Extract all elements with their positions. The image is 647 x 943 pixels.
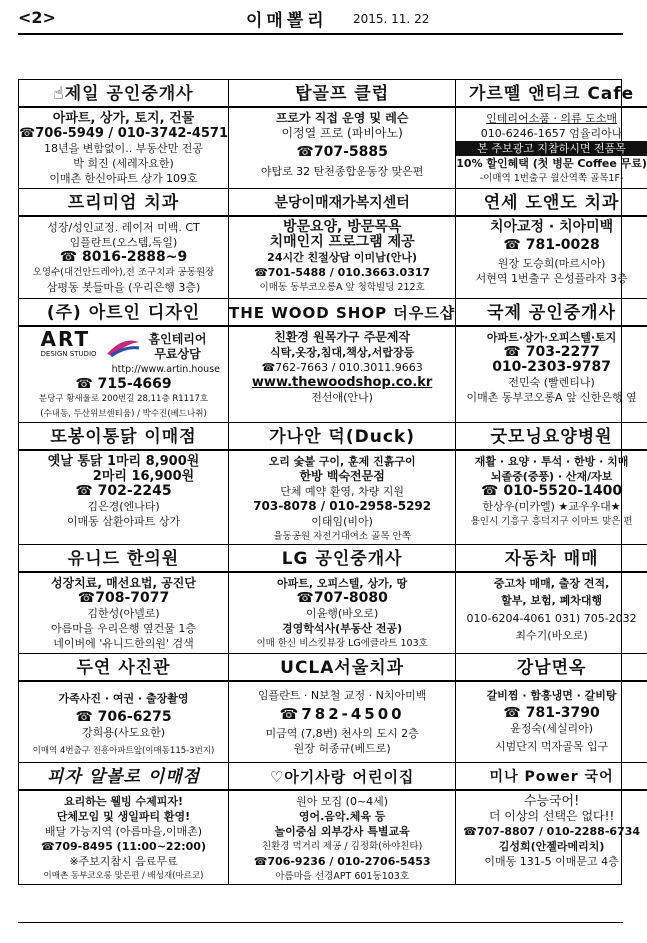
ad-gangnam-myeonok — [456, 654, 647, 763]
ad-services: 치아교정 · 치아미백 — [489, 219, 614, 236]
ad-title: 피자 알볼로 이매점 — [19, 763, 228, 791]
swoosh-icon — [105, 336, 141, 358]
ad-address: 아름마을 선경APT 601동103호 — [275, 871, 410, 882]
ad-top-golf — [229, 80, 456, 189]
ad-enrollment: 원아 모집 (0~4세) — [296, 795, 389, 808]
ad-title: 강남면옥 — [456, 654, 647, 682]
ad-mina-power-korean — [456, 763, 647, 884]
ad-title: 가르뗄 앤티크 Cafe — [456, 80, 647, 108]
ad-services: 프로가 직접 운영 및 레슨 — [275, 111, 409, 125]
ad-grid — [18, 79, 647, 885]
ad-title: ☝제일 공인중개사 — [19, 80, 228, 108]
ad-phone: ☎709-8495 (11:00~22:00) — [41, 840, 206, 853]
ad-services-2: 한방 백숙전문점 — [299, 468, 385, 483]
ad-title: 자동차 매매 — [456, 545, 647, 573]
ad-title: 프리미엄 치과 — [19, 189, 228, 217]
ad-title: 국제 공인중개사 — [456, 299, 647, 327]
ad-title: THE WOOD SHOP 더우드샵 — [229, 299, 455, 327]
ad-owner: 최수기(바오로) — [515, 628, 588, 642]
ad-services-2: 식탁,옷장,침대,책상,서랍장등 — [270, 345, 415, 359]
ad-services-2: 무료상담 — [154, 346, 201, 361]
ad-owner: 이태임(비아) — [311, 514, 373, 528]
ad-wood-shop — [229, 299, 456, 423]
ad-services: 영어.음악.체육 등 — [298, 810, 386, 823]
ad-owner: 이정열 프로 (파비아노) — [281, 126, 403, 140]
ad-owner: 김성희(안젤라메리치) — [498, 840, 605, 853]
ad-services: 인테리어소품 · 의류 도소매 — [486, 112, 618, 125]
ad-owner: 박 희진 (세레자요한) — [73, 157, 174, 170]
ad-services: 오리 숯불 구이, 훈제 진흙구이 — [268, 454, 416, 468]
ad-menu-2: 2마리 16,900원 — [92, 468, 195, 484]
ad-unid-oriental-clinic — [19, 545, 229, 654]
ad-menu: 갈비찜 · 함흥냉면 · 갈비탕 — [486, 688, 617, 702]
ad-address: 서현역 1번출구 은성플라자 3층 — [475, 272, 628, 286]
ad-address: 미금역 (7,8번) 천사의 도시 2층 — [265, 726, 419, 740]
ad-lg-realty — [229, 545, 456, 654]
ad-phone: ☎ 702-2245 — [75, 482, 172, 499]
ad-slogan-2: 더 이상의 선택은 없다!! — [488, 809, 615, 823]
ad-title: 유니드 한의원 — [19, 545, 228, 573]
ad-jeil-realty — [19, 80, 229, 189]
ad-services-2: 치매인지 프로그램 제공 — [269, 234, 415, 251]
ad-phone: ☎ 010-5520-1400 — [481, 482, 623, 499]
ad-phone: ☎708-7077 — [77, 589, 170, 606]
ad-services-2: 뇌졸중(중풍) · 산재/자보 — [490, 469, 613, 483]
ad-address: 시범단지 먹자골목 입구 — [494, 739, 609, 753]
ad-phone: ☎ 8016-2888~9 — [59, 249, 188, 266]
ad-menu-1: 옛날 통닭 1마리 8,900원 — [47, 453, 200, 469]
ad-owner: 원장 도승희(마르시아) — [497, 257, 606, 271]
ad-address: 야탑로 32 탄천종합운동장 맞은편 — [260, 165, 424, 178]
ad-slogan: 18년을 변함없이.. 부동산만 전공 — [44, 142, 203, 155]
ad-title: 미나 Power 국어 — [456, 763, 647, 791]
ad-services: 홈인테리어 — [148, 331, 207, 346]
ad-address: 분당구 황새울로 200번길 28,11층 R1117호 — [38, 393, 209, 404]
ad-pizza-alvolo — [19, 763, 229, 884]
ad-services: 중고차 매매, 출장 견적, — [493, 576, 610, 590]
ad-services: 단체모임 및 생일파티 환영! — [56, 810, 191, 823]
ad-phone: 010-6246-1657 엄율리아나 — [480, 127, 623, 140]
logo-art-text: ART — [40, 326, 91, 351]
ad-website[interactable]: www.thewoodshop.co.kr — [251, 374, 433, 390]
ad-phone: ☎706-9236 / 010-2706-5453 — [253, 855, 431, 868]
ad-address: 이매촌 동부코오롱A 앞 신한은행 옆 — [466, 390, 637, 404]
ad-services: 친환경 원목가구 주문제작 — [274, 329, 411, 344]
ad-slogan: 요리하는 웰빙 수제피자! — [64, 795, 183, 808]
ad-ttobongi-chicken — [19, 423, 229, 545]
ad-title: 분당이매재가복지센터 — [229, 189, 455, 217]
ad-phone: 703-8078 / 010-2958-5292 — [253, 498, 432, 513]
ad-title: LG 공인중개사 — [229, 545, 455, 573]
ad-services: 성장/성인교정. 레이저 미백. CT — [47, 221, 200, 235]
ad-owner: 이윤행(바오로) — [305, 606, 379, 620]
ad-phone: ☎707-5885 — [296, 144, 388, 160]
ad-address: 이매 한신 비스킷뷰장 LG에클라트 103호 — [256, 637, 428, 649]
ad-premium-dental — [19, 189, 229, 298]
ad-title: ♡아기사랑 어린이집 — [229, 763, 455, 791]
ad-owner: 김은경(엔나타) — [87, 499, 160, 513]
ad-owner: 윤정숙(세실리아) — [510, 721, 594, 735]
ad-gukje-realty — [456, 299, 647, 423]
ad-services: 가족사진 · 여권 · 출장촬영 — [58, 691, 189, 705]
ad-address: 이매동 삼환아파트 상가 — [66, 514, 181, 528]
ad-owner: 김한성(아넬로) — [87, 606, 160, 620]
ad-phone: ☎ 703-2277 — [503, 343, 600, 360]
ad-canaan-duck — [229, 423, 456, 545]
ad-phone: ☎ 781-3790 — [503, 704, 600, 721]
ad-services: 임플란트 · N보철 교정 · N치아미백 — [257, 688, 427, 702]
artin-logo — [19, 326, 228, 362]
ad-services: 성장치료, 매선요법, 공진단 — [51, 575, 196, 590]
ad-phone: ☎706-5949 / 010-3742-4571 — [19, 126, 228, 141]
ad-address: 아름마을 우리은행 옆건물 1층 — [51, 621, 196, 635]
ad-address: 이매동 131-5 이매문고 4층 — [484, 855, 619, 868]
ad-title: 탑골프 클럽 — [229, 80, 455, 108]
ad-promo: 본 주보광고 지참하시면 전품목 — [456, 141, 647, 156]
ad-owner: 전민숙 (빨렌티나) — [508, 375, 595, 389]
ad-address: 이매촌 한신아파트 상가 109호 — [49, 172, 198, 185]
ad-slogan: 수능국어! — [523, 794, 580, 809]
ad-phone: ☎707-8807 / 010-2288-6734 — [463, 825, 640, 838]
ad-address: 이매역 4번출구 진흥아파트앞(이매동115-3번지) — [32, 745, 215, 756]
ad-used-car-sales — [456, 545, 647, 654]
ad-services-2: 임플란트(오스템,독일) — [69, 236, 178, 250]
ad-search-tip: 네이버에 '유니드한의원' 검색 — [53, 636, 194, 650]
ad-yonsei-dental — [456, 189, 647, 298]
ad-owner: 24시간 친절상담 이미남(안나) — [267, 251, 418, 265]
ad-services: 재활 · 요양 · 투석 · 한방 · 치매 — [474, 454, 629, 468]
ad-address: 용인시 기흥구 흥덕지구 이마트 맞은 편 — [470, 515, 633, 527]
ad-services: 아파트·상가·오피스텔·토지 — [486, 330, 617, 344]
ad-title: 가나안 덕(Duck) — [229, 423, 455, 451]
ad-owner: 친환경 먹거리 제공 / 김정화(하야친타) — [261, 841, 423, 852]
ad-phone: 010-6204-4061 031) 705-2032 — [466, 611, 637, 625]
ad-services: 아파트, 오피스텔, 상가, 땅 — [276, 576, 408, 590]
ad-title: 연세 도앤도 치과 — [456, 189, 647, 217]
ad-services-2: 놀이중심 외부강사 특별교육 — [274, 825, 410, 838]
ad-services-2: 할부, 보험, 폐차대행 — [501, 593, 603, 607]
ad-ucla-seoul-dental — [229, 654, 456, 763]
ad-baby-love-daycare — [229, 763, 456, 884]
ad-artin-design — [19, 299, 229, 423]
ad-phone: ☎707-8080 — [296, 589, 388, 606]
ad-credential: 경영학석사(부동산 전공) — [282, 621, 403, 635]
ad-title: (주) 아트인 디자인 — [19, 299, 228, 327]
header-rule — [18, 33, 623, 35]
ad-title: 두연 사진관 — [19, 654, 228, 682]
ad-phone: ☎762-7663 / 010.3011.9663 — [261, 360, 423, 374]
ad-address: 이매동 동부코오롱A 앞 청학빌딩 212호 — [259, 282, 425, 294]
ad-notice: 단체 예약 환영, 차량 지원 — [280, 484, 404, 498]
ad-owner: 강희용(사도요한) — [82, 725, 165, 739]
bulletin-title: 이매뽈리 — [246, 11, 328, 31]
logo-studio-text: DESIGN STUDIO — [40, 349, 97, 358]
ad-owner: 원장 허종규(베드로) — [293, 741, 391, 755]
ad-phone: ☎701-5488 / 010.3663.0317 — [254, 266, 431, 280]
ad-discount: 10% 할인혜택 (첫 병문 Coffee 무료) — [456, 157, 647, 170]
ad-duyeon-photo — [19, 654, 229, 763]
ad-good-morning-hospital — [456, 423, 647, 545]
ad-owner: 오영수(대건안드레아),전 조구치과 공동원장 — [32, 267, 215, 279]
ad-delivery: 배달 가능지역 (아름마을,이매촌) — [44, 825, 203, 838]
ad-address: 삼평동 봇들마을 (우리은행 3층) — [46, 281, 201, 295]
ad-owner: 전선애(안나) — [311, 390, 373, 404]
ad-services: 아파트, 상가, 토지, 건물 — [52, 111, 195, 126]
ad-phone: ☎ 781-0028 — [503, 237, 600, 254]
page-number: <2> — [18, 8, 56, 27]
ad-address: 이매촌 동부코오롱 맞은편 / 배성재(마르코) — [43, 871, 204, 881]
ad-cartel-antique — [456, 80, 647, 189]
ad-title: UCLA서울치과 — [229, 654, 455, 682]
footer-rule — [18, 922, 623, 923]
ad-phone: ☎ 706-6275 — [75, 708, 172, 725]
ad-phone: ☎782-4500 — [279, 704, 405, 723]
ad-mobile: 010-2303-9787 — [492, 358, 611, 375]
ad-phone: ☎ 715-4669 — [75, 375, 172, 392]
ad-title: 굿모닝요양병원 — [456, 423, 647, 451]
ad-promo: ※주보지참시 음료무료 — [69, 855, 178, 868]
ad-title: 또봉이통닭 이매점 — [19, 423, 228, 451]
ad-website[interactable]: http://www.artin.house — [111, 363, 220, 375]
ad-owner: (수내동, 두산위브센티움) / 박수진(베드나취) — [40, 408, 207, 419]
issue-date: 2015. 11. 22 — [353, 12, 430, 26]
ad-imae-welfare-center — [229, 189, 456, 298]
ad-address: 율동공원 자전거대여소 골목 안쪽 — [273, 530, 411, 542]
ad-services: 방문요양, 방문목욕 — [282, 219, 402, 236]
ad-owner: 한상우(미카엘) ★교우우대★ — [482, 499, 621, 513]
ad-address: -이매역 1번출구 월산역쪽 골목1F- — [479, 173, 624, 184]
page-header — [18, 4, 623, 32]
